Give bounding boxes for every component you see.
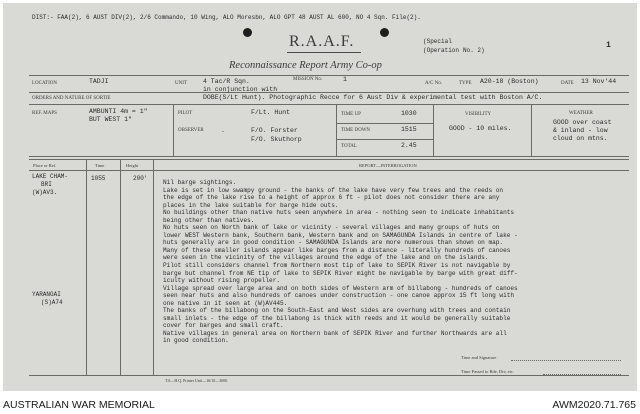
type-label: TYPE <box>459 81 472 86</box>
report-line: Village spread over large area and on both sides of Western arm of billabong - hundreds of canoes <box>163 284 518 292</box>
footer <box>0 397 640 414</box>
punch-hole-right <box>380 28 389 37</box>
report-title: Reconnaissance Report Army Co-op <box>229 60 382 71</box>
col-time-header: Time <box>95 163 105 168</box>
signature-line-1 <box>511 360 621 361</box>
report-line: cover for barges and small craft. <box>163 322 284 330</box>
weather-value-line3: cloud on mtns. <box>553 135 608 142</box>
special-label: (Special <box>423 38 452 45</box>
observer-value-line2: F/O. Skuthorp <box>251 136 302 143</box>
location-label: LOCATION <box>32 81 57 86</box>
report-line: Nil barge sightings. <box>163 179 237 186</box>
report-line: places in the lake suitable for barge hide outs. <box>163 201 339 209</box>
rule-v-col3 <box>153 159 154 375</box>
rule-v-times <box>336 104 337 156</box>
visibility-value: GOOD - 10 miles. <box>449 125 512 132</box>
observer-label: OBSERVER <box>178 128 204 133</box>
rule-table-header <box>29 170 629 171</box>
operation-number: No. 2) <box>463 47 485 54</box>
weather-value-line2: & inland - low <box>553 127 608 134</box>
pilot-label: PILOT <box>178 111 193 116</box>
report-line: seen near huts and also hundreds of canoes under construction - one canoe approx 15 ft long with <box>163 292 515 300</box>
report-line: the edge of the lake rise to a height of approx 6 ft - pilot does not consider there are any <box>163 194 500 202</box>
footer-right: AWM2020.71.765 <box>552 399 636 411</box>
rule-row3b <box>29 159 629 160</box>
report-line: Many of these smaller islands appear like barges from a distance - literally hundreds of canoes <box>163 246 511 254</box>
height-1: 200' <box>133 175 148 182</box>
col-report-header: REPORT—INTERROGATION <box>359 163 417 168</box>
maps-value-line1: AMBUNTI 4m = 1" <box>89 108 148 115</box>
report-line: No huts seen on North bank of lake or vicinity - several villages and many groups of huts on <box>163 224 500 232</box>
page-number: 1 <box>606 41 611 50</box>
report-line: being other than natives. <box>163 216 255 224</box>
report-line: The banks of the billabong on the South-East and West sides are overhung with trees and contain <box>163 307 511 315</box>
punch-hole-left <box>243 28 252 37</box>
operation-label: (Operation <box>423 47 460 54</box>
place-1-line3: (W)AV3. <box>32 189 58 196</box>
rule-v-visibility <box>433 104 434 156</box>
col-place-header: Place or Ref. <box>33 163 57 168</box>
report-body <box>163 179 631 345</box>
rule-v-col2 <box>120 159 121 375</box>
raaf-heading: R.A.A.F. <box>289 33 355 50</box>
total-value: 2.45 <box>401 142 417 149</box>
time-up-label: TIME UP <box>341 112 361 117</box>
time-up-value: 1030 <box>401 110 417 117</box>
date-value: 13 Nov'44 <box>581 78 617 85</box>
report-line: lower WEST Western bank, Southern bank, Western bank and on SAMAGUNDA Islands in centre of lake - <box>163 231 518 239</box>
rule-time2 <box>336 139 433 140</box>
rule-v-weather <box>531 104 532 156</box>
rule-row3 <box>29 156 629 157</box>
time-down-value: 1515 <box>401 126 417 133</box>
mission-value: 1 <box>343 76 347 83</box>
unit-value: 4 Tac/R Sqn. <box>203 78 250 85</box>
mission-label: MISSION No. <box>293 77 323 82</box>
orders-label: ORDERS AND NATURE OF SORTIE <box>32 96 111 101</box>
place-1-line1: LAKE CHAM- <box>32 173 69 180</box>
report-line: were seen in the vicinity of the villages around the edge of the lake and on the islands. <box>163 254 489 262</box>
report-sheet <box>3 3 637 391</box>
raaf-underline <box>287 52 361 53</box>
time-passed-label: Time Passed to Bde, Div, etc. <box>461 369 515 374</box>
place-1-line2: BRI <box>41 181 52 188</box>
report-line: No buildings other than native huts seen anywhere in area - nothing seen to indicate inhabitants <box>163 209 515 217</box>
report-line: one native in it seen at (W)AV445. <box>163 299 288 307</box>
report-line: small inlets - the edge of the billabong is thick with reeds and it would be generally suitable <box>163 314 511 322</box>
print-reference: T.S—H.Q. Printer Unit—16/10—3000. <box>165 378 229 383</box>
weather-label: WEATHER <box>569 111 593 116</box>
col-height-header: Height <box>126 163 139 168</box>
weather-value-line1: GOOD over coast <box>553 119 612 126</box>
type-value: A20-18 (Boston) <box>480 78 539 85</box>
maps-value-line2: BUT WEST 1" <box>89 116 132 123</box>
observer-dash: . <box>221 127 225 134</box>
report-line: Native villages in general area on Northern bank of SEPIK River and further Northwards are all <box>163 329 507 337</box>
report-line: in good condition. <box>163 337 229 345</box>
report-line: huts generally are in good condition - SAMAGUNDA Islands are more numerous than shown on map. <box>163 239 504 247</box>
place-2-line1: YARANGAI <box>32 291 61 298</box>
time-signature-label: Time and Signature <box>461 355 497 360</box>
rule-bottom <box>29 375 629 376</box>
location-value: TADJI <box>89 78 109 85</box>
orders-value-line1: in conjunction with <box>203 86 278 93</box>
rule-v-pilot <box>173 104 174 156</box>
rule-v-col1 <box>86 159 87 375</box>
ac-no-label: A/C No. <box>425 81 442 86</box>
maps-label: REF. MAPS <box>32 111 57 116</box>
unit-label: UNIT <box>175 81 187 86</box>
report-line: Pilot still considers channel from Northern most tip of lake to SEPIK River is not navigable by <box>163 262 511 270</box>
report-line: iculty without rising propeller. <box>163 277 281 285</box>
rule-row1 <box>29 92 629 93</box>
footer-left: AUSTRALIAN WAR MEMORIAL <box>3 399 155 411</box>
report-line: barge but channel from NE tip of lake to SEPIK River might be navigable by barge with great diff- <box>163 269 518 277</box>
total-label: TOTAL <box>341 144 357 149</box>
report-line: Lake is set in low swampy ground - the banks of the lake have very few trees and the reeds on <box>163 186 504 194</box>
rule-top <box>29 75 629 76</box>
observer-value-line1: F/O. Forster <box>251 127 298 134</box>
distribution-line: DIST:- FAA(2), 6 AUST DIV(2), 2/6 Commando, 10 Wing, ALO Moresbn, ALO GPT 48 AUST AL 600, NO 4 Sqn. File(2). <box>32 14 421 21</box>
place-2-line2: (S)A74 <box>41 299 63 306</box>
rule-row2 <box>29 104 629 105</box>
rule-time1 <box>336 123 433 124</box>
orders-value-line2: DOBE(S/Lt Hunt). Photographic Recce for 6 Aust Div & experimental test with Boston A/C. <box>203 94 543 101</box>
visibility-label: VISIBILITY <box>465 112 492 117</box>
time-1: 1055 <box>91 175 106 182</box>
time-down-label: TIME DOWN <box>341 128 371 133</box>
date-label: DATE <box>561 81 574 86</box>
pilot-value: F/Lt. Hunt <box>251 109 291 116</box>
